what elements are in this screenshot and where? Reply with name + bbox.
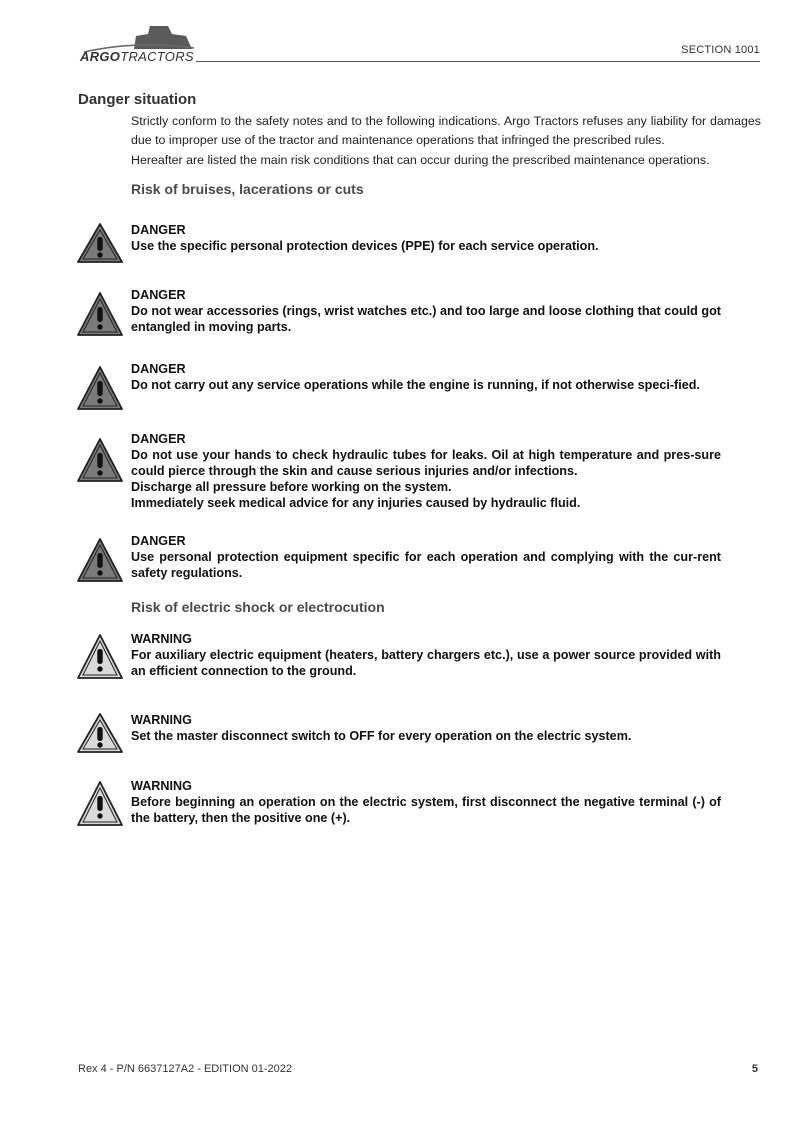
notice-keyword: DANGER: [131, 362, 186, 376]
warning-triangle-icon: [76, 712, 124, 754]
intro-paragraph-2: Hereafter are listed the main risk conditions that can occur during the prescribed maintenance operations.: [131, 153, 710, 167]
intro-text: [131, 112, 761, 170]
argo-tractors-logo: [78, 22, 198, 66]
notice-keyword: DANGER: [131, 288, 186, 302]
page-number: 5: [751, 1063, 758, 1075]
warning-triangle-icon: [76, 631, 124, 681]
footer-document-id: Rex 4 - P/N 6637127A2 - EDITION 01-2022: [78, 1063, 292, 1075]
subheading-electric: Risk of electric shock or electrocution: [131, 599, 385, 615]
danger-triangle-icon: [76, 533, 124, 583]
notice-keyword: WARNING: [131, 779, 192, 793]
notice-text: Do not wear accessories (rings, wrist watches etc.) and too large and loose clothing that could got entangled in moving parts.: [131, 304, 721, 334]
notice-keyword: DANGER: [131, 534, 186, 548]
notice-keyword: DANGER: [131, 223, 186, 237]
danger-triangle-icon: [76, 431, 124, 483]
section-label: SECTION 1001: [681, 44, 760, 56]
notice-text: Use the specific personal protection devices (PPE) for each service operation.: [131, 239, 599, 253]
notice-text-line-3: Immediately seek medical advice for any injuries caused by hydraulic fluid.: [131, 496, 581, 510]
danger-triangle-icon: [76, 287, 124, 337]
notice-text: Use personal protection equipment specific for each operation and complying with the cur-rent safety regulations.: [131, 550, 721, 580]
intro-paragraph-1: Strictly conform to the safety notes and to the following indications. Argo Tractors refuses any liability for damages due to improper use of the tractor and maintenance operations that infringed the prescribed rules.: [131, 114, 761, 147]
logo-wordmark: ARGOTRACTORS: [80, 49, 194, 64]
tractor-logo-icon: [78, 22, 198, 52]
notice-text: Do not use your hands to check hydraulic tubes for leaks. Oil at high temperature and pres-sure could pierce through the skin and cause serious injuries and/or infections.: [131, 448, 721, 478]
notice-text: For auxiliary electric equipment (heaters, battery chargers etc.), use a power source provided with an efficient connection to the ground.: [131, 648, 721, 678]
notice-keyword: WARNING: [131, 713, 192, 727]
notice-text: Before beginning an operation on the electric system, first disconnect the negative terminal (-) of the battery, then the positive one (+).: [131, 795, 721, 825]
page-title: Danger situation: [78, 91, 197, 108]
notice-keyword: WARNING: [131, 632, 192, 646]
notice-text: Do not carry out any service operations while the engine is running, if not otherwise speci-fied.: [131, 378, 700, 392]
notice-text-line-2: Discharge all pressure before working on the system.: [131, 480, 452, 494]
notice-keyword: DANGER: [131, 432, 186, 446]
danger-triangle-icon: [76, 222, 124, 264]
warning-triangle-icon: [76, 778, 124, 828]
header-divider: [196, 61, 760, 62]
notice-text: Set the master disconnect switch to OFF for every operation on the electric system.: [131, 729, 632, 743]
subheading-cuts: Risk of bruises, lacerations or cuts: [131, 181, 364, 197]
danger-triangle-icon: [76, 361, 124, 411]
